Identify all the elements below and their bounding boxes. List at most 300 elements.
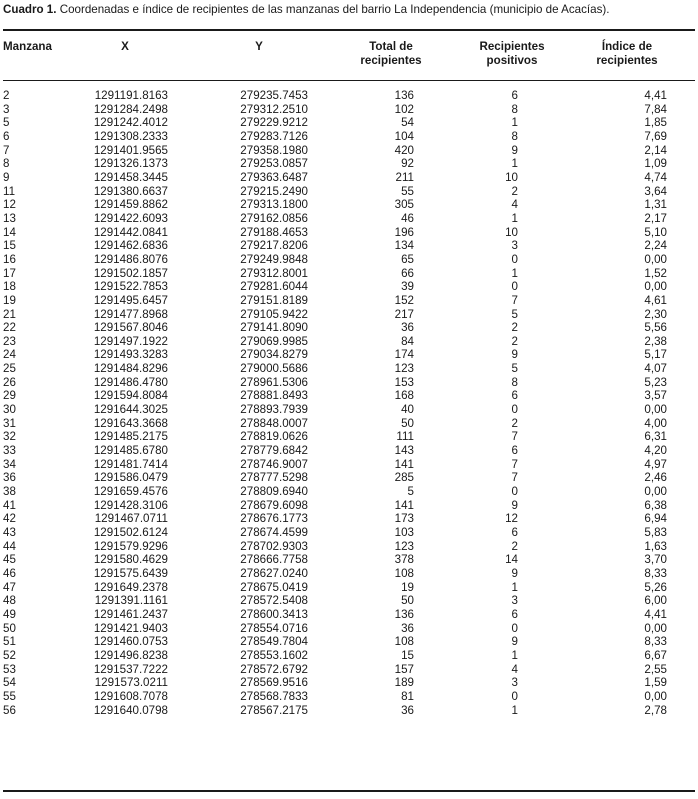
table-row — [3, 458, 695, 472]
cell-manzana: 18 — [3, 280, 16, 294]
cell-total: 104 — [394, 129, 414, 143]
caption-text: Coordenadas e índice de recipientes de las manzanas del barrio La Independencia (municipio de Acacías). — [56, 3, 610, 16]
cell-total: 39 — [401, 280, 414, 294]
cell-y: 278746.9007 — [240, 457, 308, 471]
table-row — [3, 267, 695, 281]
cell-total: 217 — [394, 307, 414, 321]
cell-manzana: 17 — [3, 266, 16, 280]
cell-positivos: 1 — [511, 116, 518, 130]
cell-x: 1291586.0479 — [93, 471, 168, 485]
cell-positivos: 0 — [511, 280, 518, 294]
cell-y: 279312.8001 — [240, 266, 308, 280]
cell-x: 1291428.3106 — [93, 498, 168, 512]
table-caption — [3, 3, 695, 17]
cell-x: 1291579.9296 — [93, 539, 168, 553]
cell-indice: 1,63 — [644, 539, 667, 553]
table-row — [3, 581, 695, 595]
cell-manzana: 45 — [3, 553, 16, 567]
cell-total: 143 — [394, 444, 414, 458]
table-row — [3, 526, 695, 540]
table-row — [3, 567, 695, 581]
cell-x: 1291502.1857 — [93, 266, 168, 280]
cell-y: 278554.0716 — [240, 621, 308, 635]
cell-positivos: 7 — [511, 293, 518, 307]
cell-total: 92 — [401, 157, 414, 171]
cell-positivos: 9 — [511, 498, 518, 512]
cell-positivos: 0 — [511, 689, 518, 703]
cell-x: 1291242.4012 — [93, 116, 168, 130]
cell-total: 136 — [394, 89, 414, 102]
cell-x: 1291649.2378 — [93, 580, 168, 594]
cell-positivos: 2 — [511, 539, 518, 553]
cell-indice: 4,97 — [644, 457, 667, 471]
cell-manzana: 2 — [3, 89, 10, 102]
table-row — [3, 89, 695, 103]
cell-x: 1291460.0753 — [93, 635, 168, 649]
header-y: Y — [255, 40, 263, 53]
cell-manzana: 51 — [3, 635, 16, 649]
cell-positivos: 6 — [511, 89, 518, 102]
cell-y: 279141.8090 — [240, 321, 308, 335]
cell-y: 279188.4653 — [240, 225, 308, 239]
header-rule — [3, 80, 695, 81]
cell-total: 305 — [394, 198, 414, 212]
cell-indice: 1,59 — [644, 676, 667, 690]
cell-manzana: 22 — [3, 321, 16, 335]
cell-x: 1291477.8968 — [93, 307, 168, 321]
cell-total: 81 — [401, 689, 414, 703]
cell-indice: 7,84 — [644, 102, 667, 116]
cell-x: 1291502.6124 — [93, 526, 168, 539]
cell-total: 123 — [394, 362, 414, 376]
cell-total: 50 — [401, 594, 414, 608]
cell-y: 279312.2510 — [240, 102, 308, 116]
cell-manzana: 29 — [3, 389, 16, 403]
cell-indice: 0,00 — [644, 485, 667, 499]
cell-positivos: 4 — [511, 198, 518, 212]
cell-y: 279105.9422 — [240, 307, 308, 321]
cell-y: 278848.0007 — [240, 416, 308, 430]
header-indice-recipientes: Índice de recipientes — [596, 40, 658, 67]
cell-positivos: 7 — [511, 457, 518, 471]
cell-manzana: 49 — [3, 607, 16, 621]
cell-manzana: 24 — [3, 348, 16, 362]
cell-indice: 8,33 — [644, 566, 667, 580]
cell-positivos: 9 — [511, 348, 518, 362]
bottom-rule — [3, 790, 695, 792]
cell-positivos: 6 — [511, 526, 518, 539]
cell-total: 108 — [394, 566, 414, 580]
cell-y: 278961.5306 — [240, 375, 308, 389]
table-row — [3, 362, 695, 376]
cell-indice: 2,14 — [644, 143, 667, 157]
cell-indice: 5,10 — [644, 225, 667, 239]
table-row — [3, 649, 695, 663]
caption-label: Cuadro 1. — [3, 3, 57, 16]
cell-positivos: 6 — [511, 607, 518, 621]
cell-manzana: 14 — [3, 225, 16, 239]
cell-indice: 2,24 — [644, 239, 667, 253]
cell-manzana: 6 — [3, 129, 10, 143]
cell-positivos: 8 — [511, 375, 518, 389]
cell-manzana: 30 — [3, 403, 16, 417]
cell-positivos: 3 — [511, 594, 518, 608]
cell-x: 1291191.8163 — [94, 89, 168, 102]
cell-total: 152 — [394, 293, 414, 307]
cell-positivos: 1 — [511, 703, 518, 717]
table-row — [3, 389, 695, 403]
cell-x: 1291643.3668 — [93, 416, 168, 430]
cell-x: 1291391.1161 — [94, 594, 168, 608]
cell-manzana: 26 — [3, 375, 16, 389]
cell-y: 279000.5686 — [240, 362, 308, 376]
cell-y: 279363.6487 — [240, 170, 308, 184]
cell-indice: 5,17 — [644, 348, 667, 362]
cell-manzana: 21 — [3, 307, 16, 321]
cell-total: 136 — [394, 607, 414, 621]
cell-manzana: 41 — [3, 498, 16, 512]
cell-y: 279253.0857 — [240, 157, 308, 171]
table-row — [3, 690, 695, 704]
cell-total: 173 — [394, 512, 414, 526]
table-row — [3, 308, 695, 322]
cell-positivos: 6 — [511, 389, 518, 403]
table-row — [3, 103, 695, 117]
cell-x: 1291380.6637 — [93, 184, 168, 198]
cell-y: 279358.1980 — [240, 143, 308, 157]
cell-indice: 6,31 — [644, 430, 667, 444]
cell-total: 153 — [394, 375, 414, 389]
header-x: X — [121, 40, 129, 53]
cell-manzana: 11 — [3, 184, 16, 198]
cell-total: 5 — [407, 485, 414, 499]
cell-manzana: 3 — [3, 102, 10, 116]
cell-positivos: 9 — [511, 635, 518, 649]
cell-indice: 4,61 — [644, 293, 667, 307]
cell-indice: 4,07 — [644, 362, 667, 376]
cell-indice: 2,30 — [644, 307, 667, 321]
cell-positivos: 2 — [511, 334, 518, 348]
cell-x: 1291495.6457 — [93, 293, 168, 307]
cell-x: 1291486.4780 — [93, 375, 168, 389]
cell-manzana: 48 — [3, 594, 16, 608]
cell-indice: 5,26 — [644, 580, 667, 594]
cell-positivos: 7 — [511, 471, 518, 485]
table-row — [3, 198, 695, 212]
cell-manzana: 5 — [3, 116, 10, 130]
cell-manzana: 31 — [3, 416, 16, 430]
cell-y: 278627.0240 — [240, 566, 308, 580]
table-row — [3, 116, 695, 130]
cell-positivos: 5 — [511, 307, 518, 321]
cell-x: 1291608.7078 — [93, 689, 168, 703]
cell-total: 174 — [394, 348, 414, 362]
cell-total: 55 — [401, 184, 414, 198]
cell-total: 141 — [394, 498, 414, 512]
table-row — [3, 594, 695, 608]
cell-indice: 2,46 — [644, 471, 667, 485]
cell-total: 134 — [394, 239, 414, 253]
table-row — [3, 403, 695, 417]
cell-y: 279215.2490 — [240, 184, 308, 198]
table-row — [3, 608, 695, 622]
cell-total: 84 — [401, 334, 414, 348]
cell-y: 278893.7939 — [240, 403, 308, 417]
cell-manzana: 46 — [3, 566, 16, 580]
cell-total: 36 — [401, 321, 414, 335]
cell-manzana: 44 — [3, 539, 16, 553]
cell-indice: 0,00 — [644, 403, 667, 417]
cell-manzana: 55 — [3, 689, 16, 703]
cell-y: 278779.6842 — [240, 444, 308, 458]
cell-y: 279069.9985 — [240, 334, 308, 348]
cell-total: 157 — [394, 662, 414, 676]
cell-manzana: 13 — [3, 211, 16, 225]
cell-indice: 4,20 — [644, 444, 667, 458]
cell-total: 108 — [394, 635, 414, 649]
table-row — [3, 540, 695, 554]
cell-x: 1291496.8238 — [93, 648, 168, 662]
cell-x: 1291497.1922 — [93, 334, 168, 348]
cell-x: 1291442.0841 — [93, 225, 168, 239]
header-manzana: Manzana — [3, 40, 52, 53]
cell-total: 65 — [401, 252, 414, 266]
cell-total: 196 — [394, 225, 414, 239]
cell-manzana: 47 — [3, 580, 16, 594]
table-row — [3, 226, 695, 240]
cell-manzana: 23 — [3, 334, 16, 348]
cell-x: 1291485.6780 — [93, 444, 168, 458]
header-total-recipientes: Total de recipientes — [360, 40, 422, 67]
cell-total: 36 — [401, 703, 414, 717]
cell-x: 1291485.2175 — [93, 430, 168, 444]
table-row — [3, 471, 695, 485]
top-rule — [3, 29, 695, 31]
table-row — [3, 157, 695, 171]
cell-x: 1291481.7414 — [93, 457, 168, 471]
table-row — [3, 622, 695, 636]
table-row — [3, 348, 695, 362]
cell-x: 1291486.8076 — [93, 252, 168, 266]
table-row — [3, 335, 695, 349]
table-row — [3, 130, 695, 144]
cell-total: 211 — [395, 170, 414, 184]
cell-x: 1291575.6439 — [93, 566, 168, 580]
cell-manzana: 33 — [3, 444, 16, 458]
cell-indice: 1,85 — [644, 116, 667, 130]
cell-x: 1291401.9565 — [93, 143, 168, 157]
cell-manzana: 36 — [3, 471, 16, 485]
cell-manzana: 8 — [3, 157, 10, 171]
cell-indice: 0,00 — [644, 280, 667, 294]
table-row — [3, 239, 695, 253]
cell-positivos: 6 — [511, 444, 518, 458]
cell-positivos: 0 — [511, 252, 518, 266]
cell-y: 279229.9212 — [240, 116, 308, 130]
cell-total: 168 — [394, 389, 414, 403]
table-row — [3, 485, 695, 499]
cell-y: 278568.7833 — [240, 689, 308, 703]
cell-manzana: 54 — [3, 676, 16, 690]
cell-indice: 1,09 — [644, 157, 667, 171]
cell-indice: 7,69 — [644, 129, 667, 143]
cell-y: 278819.0626 — [240, 430, 308, 444]
cell-positivos: 14 — [505, 553, 518, 567]
cell-indice: 5,23 — [644, 375, 667, 389]
cell-positivos: 2 — [511, 184, 518, 198]
table-row — [3, 185, 695, 199]
cell-y: 278674.4599 — [240, 526, 308, 539]
cell-total: 378 — [394, 553, 414, 567]
cell-positivos: 5 — [511, 362, 518, 376]
cell-indice: 2,78 — [644, 703, 667, 717]
cell-y: 278569.9516 — [240, 676, 308, 690]
cell-y: 278809.6940 — [240, 485, 308, 499]
cell-y: 278676.1773 — [240, 512, 308, 526]
table-row — [3, 663, 695, 677]
cell-y: 278572.5408 — [240, 594, 308, 608]
table-row — [3, 512, 695, 526]
cell-y: 279281.6044 — [240, 280, 308, 294]
cell-positivos: 4 — [511, 662, 518, 676]
cell-positivos: 10 — [505, 225, 518, 239]
table-row — [3, 376, 695, 390]
cell-x: 1291567.8046 — [93, 321, 168, 335]
cell-indice: 1,52 — [644, 266, 667, 280]
cell-manzana: 12 — [3, 198, 16, 212]
table-row — [3, 171, 695, 185]
cell-positivos: 10 — [505, 170, 518, 184]
cell-x: 1291594.8084 — [93, 389, 168, 403]
cell-manzana: 15 — [3, 239, 16, 253]
cell-total: 141 — [394, 457, 414, 471]
data-table — [3, 89, 695, 717]
cell-y: 278777.5298 — [240, 471, 308, 485]
cell-positivos: 8 — [511, 129, 518, 143]
table-row — [3, 444, 695, 458]
cell-x: 1291580.4629 — [93, 553, 168, 567]
cell-y: 278679.6098 — [240, 498, 308, 512]
cell-positivos: 8 — [511, 102, 518, 116]
cell-indice: 4,41 — [644, 89, 667, 102]
cell-positivos: 9 — [511, 143, 518, 157]
cell-x: 1291462.6836 — [93, 239, 168, 253]
table-row — [3, 499, 695, 513]
cell-manzana: 25 — [3, 362, 16, 376]
cell-x: 1291573.0211 — [94, 676, 168, 690]
cell-manzana: 32 — [3, 430, 16, 444]
cell-positivos: 2 — [511, 321, 518, 335]
cell-indice: 2,38 — [644, 334, 667, 348]
cell-indice: 6,67 — [644, 648, 667, 662]
table-row — [3, 253, 695, 267]
cell-total: 54 — [401, 116, 414, 130]
cell-x: 1291522.7853 — [93, 280, 168, 294]
cell-positivos: 1 — [511, 266, 518, 280]
cell-indice: 3,57 — [644, 389, 667, 403]
cell-x: 1291308.2333 — [93, 129, 168, 143]
cell-positivos: 7 — [511, 430, 518, 444]
cell-x: 1291640.0798 — [93, 703, 168, 717]
cell-y: 278600.3413 — [240, 607, 308, 621]
cell-total: 285 — [394, 471, 414, 485]
cell-indice: 0,00 — [644, 252, 667, 266]
cell-total: 111 — [396, 430, 414, 444]
cell-y: 279249.9848 — [240, 252, 308, 266]
cell-positivos: 12 — [505, 512, 518, 526]
cell-x: 1291484.8296 — [93, 362, 168, 376]
cell-positivos: 1 — [511, 211, 518, 225]
cell-positivos: 9 — [511, 566, 518, 580]
cell-y: 278553.1602 — [240, 648, 308, 662]
table-row — [3, 212, 695, 226]
cell-y: 278572.6792 — [240, 662, 308, 676]
cell-positivos: 1 — [511, 580, 518, 594]
cell-manzana: 52 — [3, 648, 16, 662]
cell-indice: 3,64 — [644, 184, 667, 198]
table-row — [3, 635, 695, 649]
cell-indice: 3,70 — [644, 553, 667, 567]
cell-total: 189 — [394, 676, 414, 690]
cell-indice: 2,55 — [644, 662, 667, 676]
cell-manzana: 7 — [3, 143, 10, 157]
cell-x: 1291493.3283 — [93, 348, 168, 362]
cell-y: 279162.0856 — [240, 211, 308, 225]
cell-x: 1291537.7222 — [93, 662, 168, 676]
cell-y: 278567.2175 — [240, 703, 308, 717]
table-row — [3, 144, 695, 158]
cell-y: 278702.9303 — [240, 539, 308, 553]
cell-positivos: 2 — [511, 416, 518, 430]
cell-indice: 0,00 — [644, 689, 667, 703]
cell-indice: 5,56 — [644, 321, 667, 335]
table-row — [3, 417, 695, 431]
table-row — [3, 553, 695, 567]
cell-y: 278666.7758 — [240, 553, 308, 567]
cell-manzana: 56 — [3, 703, 16, 717]
cell-y: 278881.8493 — [240, 389, 308, 403]
cell-positivos: 0 — [511, 621, 518, 635]
cell-y: 279034.8279 — [240, 348, 308, 362]
cell-indice: 6,38 — [644, 498, 667, 512]
cell-y: 279235.7453 — [240, 89, 308, 102]
cell-indice: 4,00 — [644, 416, 667, 430]
table-row — [3, 280, 695, 294]
cell-indice: 4,41 — [644, 607, 667, 621]
cell-indice: 8,33 — [644, 635, 667, 649]
cell-x: 1291421.9403 — [93, 621, 168, 635]
table-row — [3, 676, 695, 690]
cell-manzana: 53 — [3, 662, 16, 676]
cell-x: 1291284.2498 — [93, 102, 168, 116]
cell-total: 15 — [401, 648, 414, 662]
cell-x: 1291458.3445 — [93, 170, 168, 184]
cell-total: 420 — [394, 143, 414, 157]
cell-positivos: 1 — [511, 648, 518, 662]
cell-y: 279217.8206 — [240, 239, 308, 253]
cell-manzana: 9 — [3, 170, 10, 184]
cell-indice: 5,83 — [644, 526, 667, 539]
cell-total: 19 — [401, 580, 414, 594]
cell-x: 1291644.3025 — [93, 403, 168, 417]
cell-total: 46 — [401, 211, 414, 225]
cell-x: 1291467.0711 — [94, 512, 168, 526]
cell-indice: 0,00 — [644, 621, 667, 635]
cell-y: 279283.7126 — [240, 129, 308, 143]
cell-manzana: 42 — [3, 512, 16, 526]
table-row — [3, 704, 695, 718]
cell-total: 123 — [394, 539, 414, 553]
